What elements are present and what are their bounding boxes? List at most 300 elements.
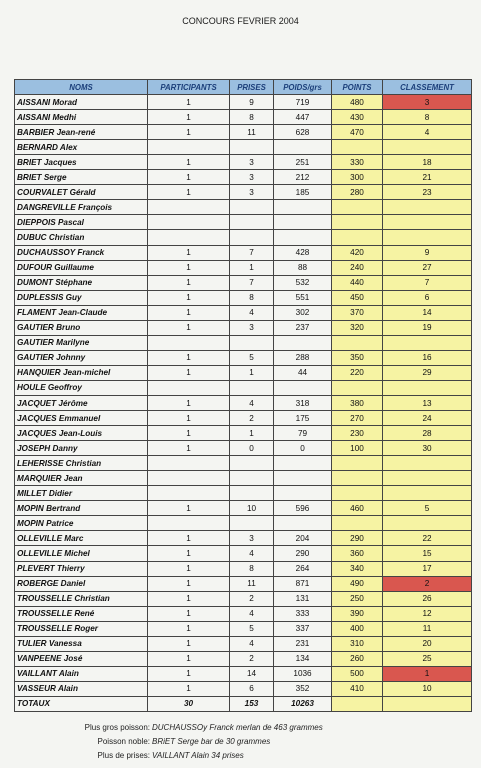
- cell-participants: 1: [148, 546, 230, 561]
- table-row: [15, 170, 472, 185]
- table-row: [15, 380, 472, 395]
- cell-points: [332, 456, 383, 471]
- table-row: [15, 576, 472, 591]
- cell-name: JACQUES Jean-Louis: [15, 426, 148, 441]
- cell-classement: 12: [383, 606, 472, 621]
- cell-poids: 302: [274, 305, 332, 320]
- cell-participants: [148, 230, 230, 245]
- cell-poids: 0: [274, 441, 332, 456]
- cell-participants: 1: [148, 305, 230, 320]
- cell-classement: [383, 140, 472, 155]
- cell-participants: 1: [148, 170, 230, 185]
- cell-points: 350: [332, 350, 383, 365]
- cell-prises: 6: [230, 681, 274, 696]
- totals-participants: 30: [148, 696, 230, 711]
- cell-name: DUPLESSIS Guy: [15, 290, 148, 305]
- cell-classement: 23: [383, 185, 472, 200]
- cell-classement: 29: [383, 365, 472, 380]
- cell-classement: 27: [383, 260, 472, 275]
- cell-poids: [274, 516, 332, 531]
- cell-points: 290: [332, 531, 383, 546]
- totals-poids: 10263: [274, 696, 332, 711]
- cell-name: LEHERISSE Christian: [15, 456, 148, 471]
- cell-poids: 290: [274, 546, 332, 561]
- table-row: [15, 185, 472, 200]
- cell-points: 260: [332, 651, 383, 666]
- cell-prises: 14: [230, 666, 274, 681]
- table-row: [15, 471, 472, 486]
- cell-poids: [274, 230, 332, 245]
- cell-poids: 88: [274, 260, 332, 275]
- cell-prises: [230, 230, 274, 245]
- cell-classement: 10: [383, 681, 472, 696]
- cell-participants: [148, 215, 230, 230]
- cell-prises: 3: [230, 185, 274, 200]
- cell-participants: 1: [148, 606, 230, 621]
- cell-name: FLAMENT Jean-Claude: [15, 305, 148, 320]
- cell-poids: 871: [274, 576, 332, 591]
- cell-prises: 2: [230, 591, 274, 606]
- cell-points: 380: [332, 395, 383, 410]
- cell-participants: 1: [148, 320, 230, 335]
- table-row: [15, 561, 472, 576]
- cell-poids: 212: [274, 170, 332, 185]
- cell-prises: [230, 486, 274, 501]
- cell-poids: [274, 200, 332, 215]
- cell-classement: [383, 380, 472, 395]
- table-row: [15, 591, 472, 606]
- table-row: [15, 365, 472, 380]
- cell-classement: [383, 215, 472, 230]
- table-row: [15, 350, 472, 365]
- cell-classement: [383, 516, 472, 531]
- cell-prises: [230, 200, 274, 215]
- cell-points: 480: [332, 95, 383, 110]
- cell-name: PLEVERT Thierry: [15, 561, 148, 576]
- cell-prises: [230, 380, 274, 395]
- cell-points: 280: [332, 185, 383, 200]
- cell-participants: 1: [148, 681, 230, 696]
- note-value: BRiET Serge bar de 30 grammes: [152, 737, 271, 746]
- cell-prises: 4: [230, 606, 274, 621]
- cell-participants: [148, 456, 230, 471]
- totals-points: [332, 696, 383, 711]
- cell-name: JACQUET Jérôme: [15, 395, 148, 410]
- cell-classement: 7: [383, 275, 472, 290]
- cell-prises: 7: [230, 245, 274, 260]
- cell-poids: [274, 215, 332, 230]
- cell-points: 300: [332, 170, 383, 185]
- cell-participants: 1: [148, 125, 230, 140]
- cell-points: [332, 516, 383, 531]
- table-row: [15, 546, 472, 561]
- cell-name: DIEPPOIS Pascal: [15, 215, 148, 230]
- table-row: [15, 290, 472, 305]
- cell-classement: 14: [383, 305, 472, 320]
- cell-name: DUCHAUSSOY Franck: [15, 245, 148, 260]
- cell-poids: 428: [274, 245, 332, 260]
- cell-classement: 20: [383, 636, 472, 651]
- cell-poids: 44: [274, 365, 332, 380]
- column-header-participants: PARTICIPANTS: [148, 80, 230, 95]
- cell-poids: 1036: [274, 666, 332, 681]
- cell-points: 470: [332, 125, 383, 140]
- cell-name: BRIET Serge: [15, 170, 148, 185]
- results-body: [15, 95, 472, 697]
- totals-label: TOTAUX: [15, 696, 148, 711]
- cell-points: 230: [332, 426, 383, 441]
- cell-name: GAUTIER Marilyne: [15, 335, 148, 350]
- table-row: [15, 125, 472, 140]
- cell-points: 400: [332, 621, 383, 636]
- cell-participants: 1: [148, 501, 230, 516]
- cell-prises: 8: [230, 561, 274, 576]
- table-row: [15, 441, 472, 456]
- cell-classement: 15: [383, 546, 472, 561]
- cell-classement: 21: [383, 170, 472, 185]
- cell-poids: 352: [274, 681, 332, 696]
- cell-name: OLLEVILLE Marc: [15, 531, 148, 546]
- totals-prises: 153: [230, 696, 274, 711]
- table-row: [15, 275, 472, 290]
- table-row: [15, 531, 472, 546]
- note-value: DUCHAUSSOy Franck merlan de 463 grammes: [152, 723, 323, 732]
- cell-points: [332, 230, 383, 245]
- cell-poids: 333: [274, 606, 332, 621]
- cell-points: 370: [332, 305, 383, 320]
- cell-prises: 8: [230, 290, 274, 305]
- cell-poids: 79: [274, 426, 332, 441]
- table-row: [15, 230, 472, 245]
- cell-participants: [148, 471, 230, 486]
- table-row: [15, 215, 472, 230]
- cell-poids: 231: [274, 636, 332, 651]
- cell-name: JOSEPH Danny: [15, 441, 148, 456]
- cell-points: [332, 335, 383, 350]
- cell-name: BRIET Jacques: [15, 155, 148, 170]
- cell-classement: 24: [383, 411, 472, 426]
- cell-prises: 3: [230, 170, 274, 185]
- cell-prises: 4: [230, 546, 274, 561]
- note-value: VAILLANT Alain 34 prises: [152, 751, 244, 760]
- cell-poids: 596: [274, 501, 332, 516]
- cell-name: COURVALET Gérald: [15, 185, 148, 200]
- cell-participants: 1: [148, 666, 230, 681]
- cell-participants: [148, 200, 230, 215]
- table-row: [15, 651, 472, 666]
- cell-poids: 264: [274, 561, 332, 576]
- cell-prises: 9: [230, 95, 274, 110]
- cell-points: 430: [332, 110, 383, 125]
- cell-poids: [274, 486, 332, 501]
- cell-classement: [383, 200, 472, 215]
- cell-participants: 1: [148, 260, 230, 275]
- cell-prises: 10: [230, 501, 274, 516]
- cell-points: 270: [332, 411, 383, 426]
- cell-prises: [230, 215, 274, 230]
- cell-participants: [148, 486, 230, 501]
- cell-name: HANQUIER Jean-michel: [15, 365, 148, 380]
- cell-classement: 5: [383, 501, 472, 516]
- cell-prises: 3: [230, 320, 274, 335]
- cell-prises: 2: [230, 651, 274, 666]
- cell-prises: [230, 471, 274, 486]
- cell-prises: [230, 335, 274, 350]
- cell-poids: 551: [274, 290, 332, 305]
- column-header-classement: CLASSEMENT: [383, 80, 472, 95]
- cell-classement: [383, 456, 472, 471]
- cell-poids: [274, 380, 332, 395]
- cell-participants: [148, 140, 230, 155]
- cell-classement: [383, 486, 472, 501]
- cell-name: TROUSSELLE René: [15, 606, 148, 621]
- cell-name: ROBERGE Daniel: [15, 576, 148, 591]
- cell-classement: 16: [383, 350, 472, 365]
- table-row: [15, 501, 472, 516]
- cell-participants: 1: [148, 245, 230, 260]
- cell-participants: 1: [148, 636, 230, 651]
- cell-points: 490: [332, 576, 383, 591]
- cell-points: [332, 140, 383, 155]
- cell-participants: 1: [148, 365, 230, 380]
- cell-points: 360: [332, 546, 383, 561]
- cell-classement: 25: [383, 651, 472, 666]
- cell-prises: 3: [230, 531, 274, 546]
- cell-prises: 1: [230, 426, 274, 441]
- cell-participants: 1: [148, 561, 230, 576]
- cell-participants: 1: [148, 411, 230, 426]
- results-table: [14, 79, 472, 712]
- note-label: Poisson noble:: [97, 737, 150, 746]
- cell-name: MARQUIER Jean: [15, 471, 148, 486]
- cell-prises: 4: [230, 636, 274, 651]
- table-row: [15, 320, 472, 335]
- cell-points: 340: [332, 561, 383, 576]
- cell-points: 100: [332, 441, 383, 456]
- cell-points: 330: [332, 155, 383, 170]
- table-row: [15, 155, 472, 170]
- cell-name: JACQUES Emmanuel: [15, 411, 148, 426]
- cell-name: OLLEVILLE Michel: [15, 546, 148, 561]
- cell-classement: 1: [383, 666, 472, 681]
- cell-participants: 1: [148, 651, 230, 666]
- cell-classement: 2: [383, 576, 472, 591]
- cell-points: [332, 215, 383, 230]
- cell-participants: 1: [148, 395, 230, 410]
- table-row: [15, 411, 472, 426]
- cell-participants: 1: [148, 621, 230, 636]
- cell-poids: 337: [274, 621, 332, 636]
- cell-classement: [383, 230, 472, 245]
- cell-prises: 5: [230, 350, 274, 365]
- table-row: [15, 486, 472, 501]
- cell-poids: 628: [274, 125, 332, 140]
- cell-prises: [230, 516, 274, 531]
- cell-poids: 185: [274, 185, 332, 200]
- note-label: Plus de prises:: [97, 751, 150, 760]
- table-row: [15, 681, 472, 696]
- cell-participants: 1: [148, 350, 230, 365]
- cell-participants: 1: [148, 441, 230, 456]
- cell-prises: 5: [230, 621, 274, 636]
- table-row: [15, 516, 472, 531]
- cell-name: VANPEENE José: [15, 651, 148, 666]
- table-row: [15, 606, 472, 621]
- cell-poids: 251: [274, 155, 332, 170]
- cell-points: 440: [332, 275, 383, 290]
- cell-classement: 17: [383, 561, 472, 576]
- column-header-prises: PRISES: [230, 80, 274, 95]
- cell-poids: 288: [274, 350, 332, 365]
- cell-classement: 28: [383, 426, 472, 441]
- cell-poids: [274, 456, 332, 471]
- totals-row: [15, 696, 472, 711]
- cell-points: 310: [332, 636, 383, 651]
- cell-points: [332, 200, 383, 215]
- column-header-points: POINTS: [332, 80, 383, 95]
- cell-classement: 9: [383, 245, 472, 260]
- cell-points: 460: [332, 501, 383, 516]
- cell-classement: 19: [383, 320, 472, 335]
- cell-name: VASSEUR Alain: [15, 681, 148, 696]
- column-header-poids: POIDS/grs: [274, 80, 332, 95]
- cell-poids: 237: [274, 320, 332, 335]
- table-row: [15, 305, 472, 320]
- cell-participants: 1: [148, 591, 230, 606]
- table-row: [15, 456, 472, 471]
- cell-name: AISSANI Morad: [15, 95, 148, 110]
- totals-classement: [383, 696, 472, 711]
- table-row: [15, 636, 472, 651]
- table-row: [15, 200, 472, 215]
- table-row: [15, 95, 472, 110]
- cell-name: GAUTIER Bruno: [15, 320, 148, 335]
- table-row: [15, 666, 472, 681]
- cell-name: MOPIN Patrice: [15, 516, 148, 531]
- cell-classement: 3: [383, 95, 472, 110]
- cell-prises: 11: [230, 125, 274, 140]
- cell-classement: 22: [383, 531, 472, 546]
- cell-points: 410: [332, 681, 383, 696]
- table-row: [15, 245, 472, 260]
- cell-points: 390: [332, 606, 383, 621]
- cell-participants: 1: [148, 531, 230, 546]
- cell-poids: [274, 471, 332, 486]
- cell-participants: 1: [148, 155, 230, 170]
- cell-prises: 1: [230, 260, 274, 275]
- cell-classement: [383, 471, 472, 486]
- cell-points: [332, 380, 383, 395]
- cell-points: 220: [332, 365, 383, 380]
- cell-points: 420: [332, 245, 383, 260]
- cell-classement: 26: [383, 591, 472, 606]
- cell-poids: 175: [274, 411, 332, 426]
- cell-name: DUFOUR Guillaume: [15, 260, 148, 275]
- cell-prises: [230, 456, 274, 471]
- cell-poids: [274, 335, 332, 350]
- cell-participants: [148, 380, 230, 395]
- cell-participants: 1: [148, 426, 230, 441]
- cell-poids: 719: [274, 95, 332, 110]
- cell-classement: 4: [383, 125, 472, 140]
- cell-name: AISSANI Medhi: [15, 110, 148, 125]
- cell-classement: 6: [383, 290, 472, 305]
- cell-points: 320: [332, 320, 383, 335]
- cell-name: MILLET Didier: [15, 486, 148, 501]
- cell-name: MOPIN Bertrand: [15, 501, 148, 516]
- cell-name: DUBUC Christian: [15, 230, 148, 245]
- cell-prises: 8: [230, 110, 274, 125]
- cell-poids: 204: [274, 531, 332, 546]
- cell-name: VAILLANT Alain: [15, 666, 148, 681]
- cell-points: [332, 471, 383, 486]
- cell-name: TROUSSELLE Roger: [15, 621, 148, 636]
- cell-participants: [148, 516, 230, 531]
- table-row: [15, 395, 472, 410]
- cell-classement: 18: [383, 155, 472, 170]
- cell-participants: 1: [148, 290, 230, 305]
- cell-name: GAUTIER Johnny: [15, 350, 148, 365]
- cell-classement: 13: [383, 395, 472, 410]
- note-label: Plus gros poisson:: [84, 723, 150, 732]
- cell-points: 240: [332, 260, 383, 275]
- cell-name: TROUSSELLE Christian: [15, 591, 148, 606]
- table-row: [15, 140, 472, 155]
- table-row: [15, 110, 472, 125]
- cell-name: DUMONT Stéphane: [15, 275, 148, 290]
- cell-prises: 7: [230, 275, 274, 290]
- cell-points: 250: [332, 591, 383, 606]
- table-row: [15, 335, 472, 350]
- cell-poids: 532: [274, 275, 332, 290]
- cell-classement: 30: [383, 441, 472, 456]
- cell-participants: 1: [148, 110, 230, 125]
- cell-prises: 4: [230, 305, 274, 320]
- cell-classement: 8: [383, 110, 472, 125]
- cell-poids: 318: [274, 395, 332, 410]
- cell-participants: 1: [148, 185, 230, 200]
- table-row: [15, 426, 472, 441]
- table-header-row: [15, 80, 472, 95]
- cell-poids: 447: [274, 110, 332, 125]
- table-row: [15, 260, 472, 275]
- cell-prises: 0: [230, 441, 274, 456]
- cell-name: TULIER Vanessa: [15, 636, 148, 651]
- cell-classement: 11: [383, 621, 472, 636]
- cell-participants: 1: [148, 95, 230, 110]
- cell-participants: [148, 335, 230, 350]
- table-row: [15, 621, 472, 636]
- cell-prises: 1: [230, 365, 274, 380]
- cell-name: DANGREVILLE François: [15, 200, 148, 215]
- column-header-noms: NOMS: [15, 80, 148, 95]
- cell-participants: 1: [148, 576, 230, 591]
- cell-prises: 3: [230, 155, 274, 170]
- cell-name: BARBIER Jean-rené: [15, 125, 148, 140]
- cell-prises: 11: [230, 576, 274, 591]
- cell-poids: [274, 140, 332, 155]
- cell-poids: 134: [274, 651, 332, 666]
- cell-prises: 2: [230, 411, 274, 426]
- cell-name: BERNARD Alex: [15, 140, 148, 155]
- cell-points: [332, 486, 383, 501]
- page-title: CONCOURS FEVRIER 2004: [182, 16, 299, 26]
- cell-prises: [230, 140, 274, 155]
- cell-poids: 131: [274, 591, 332, 606]
- cell-points: 500: [332, 666, 383, 681]
- cell-name: HOULE Geoffroy: [15, 380, 148, 395]
- cell-points: 450: [332, 290, 383, 305]
